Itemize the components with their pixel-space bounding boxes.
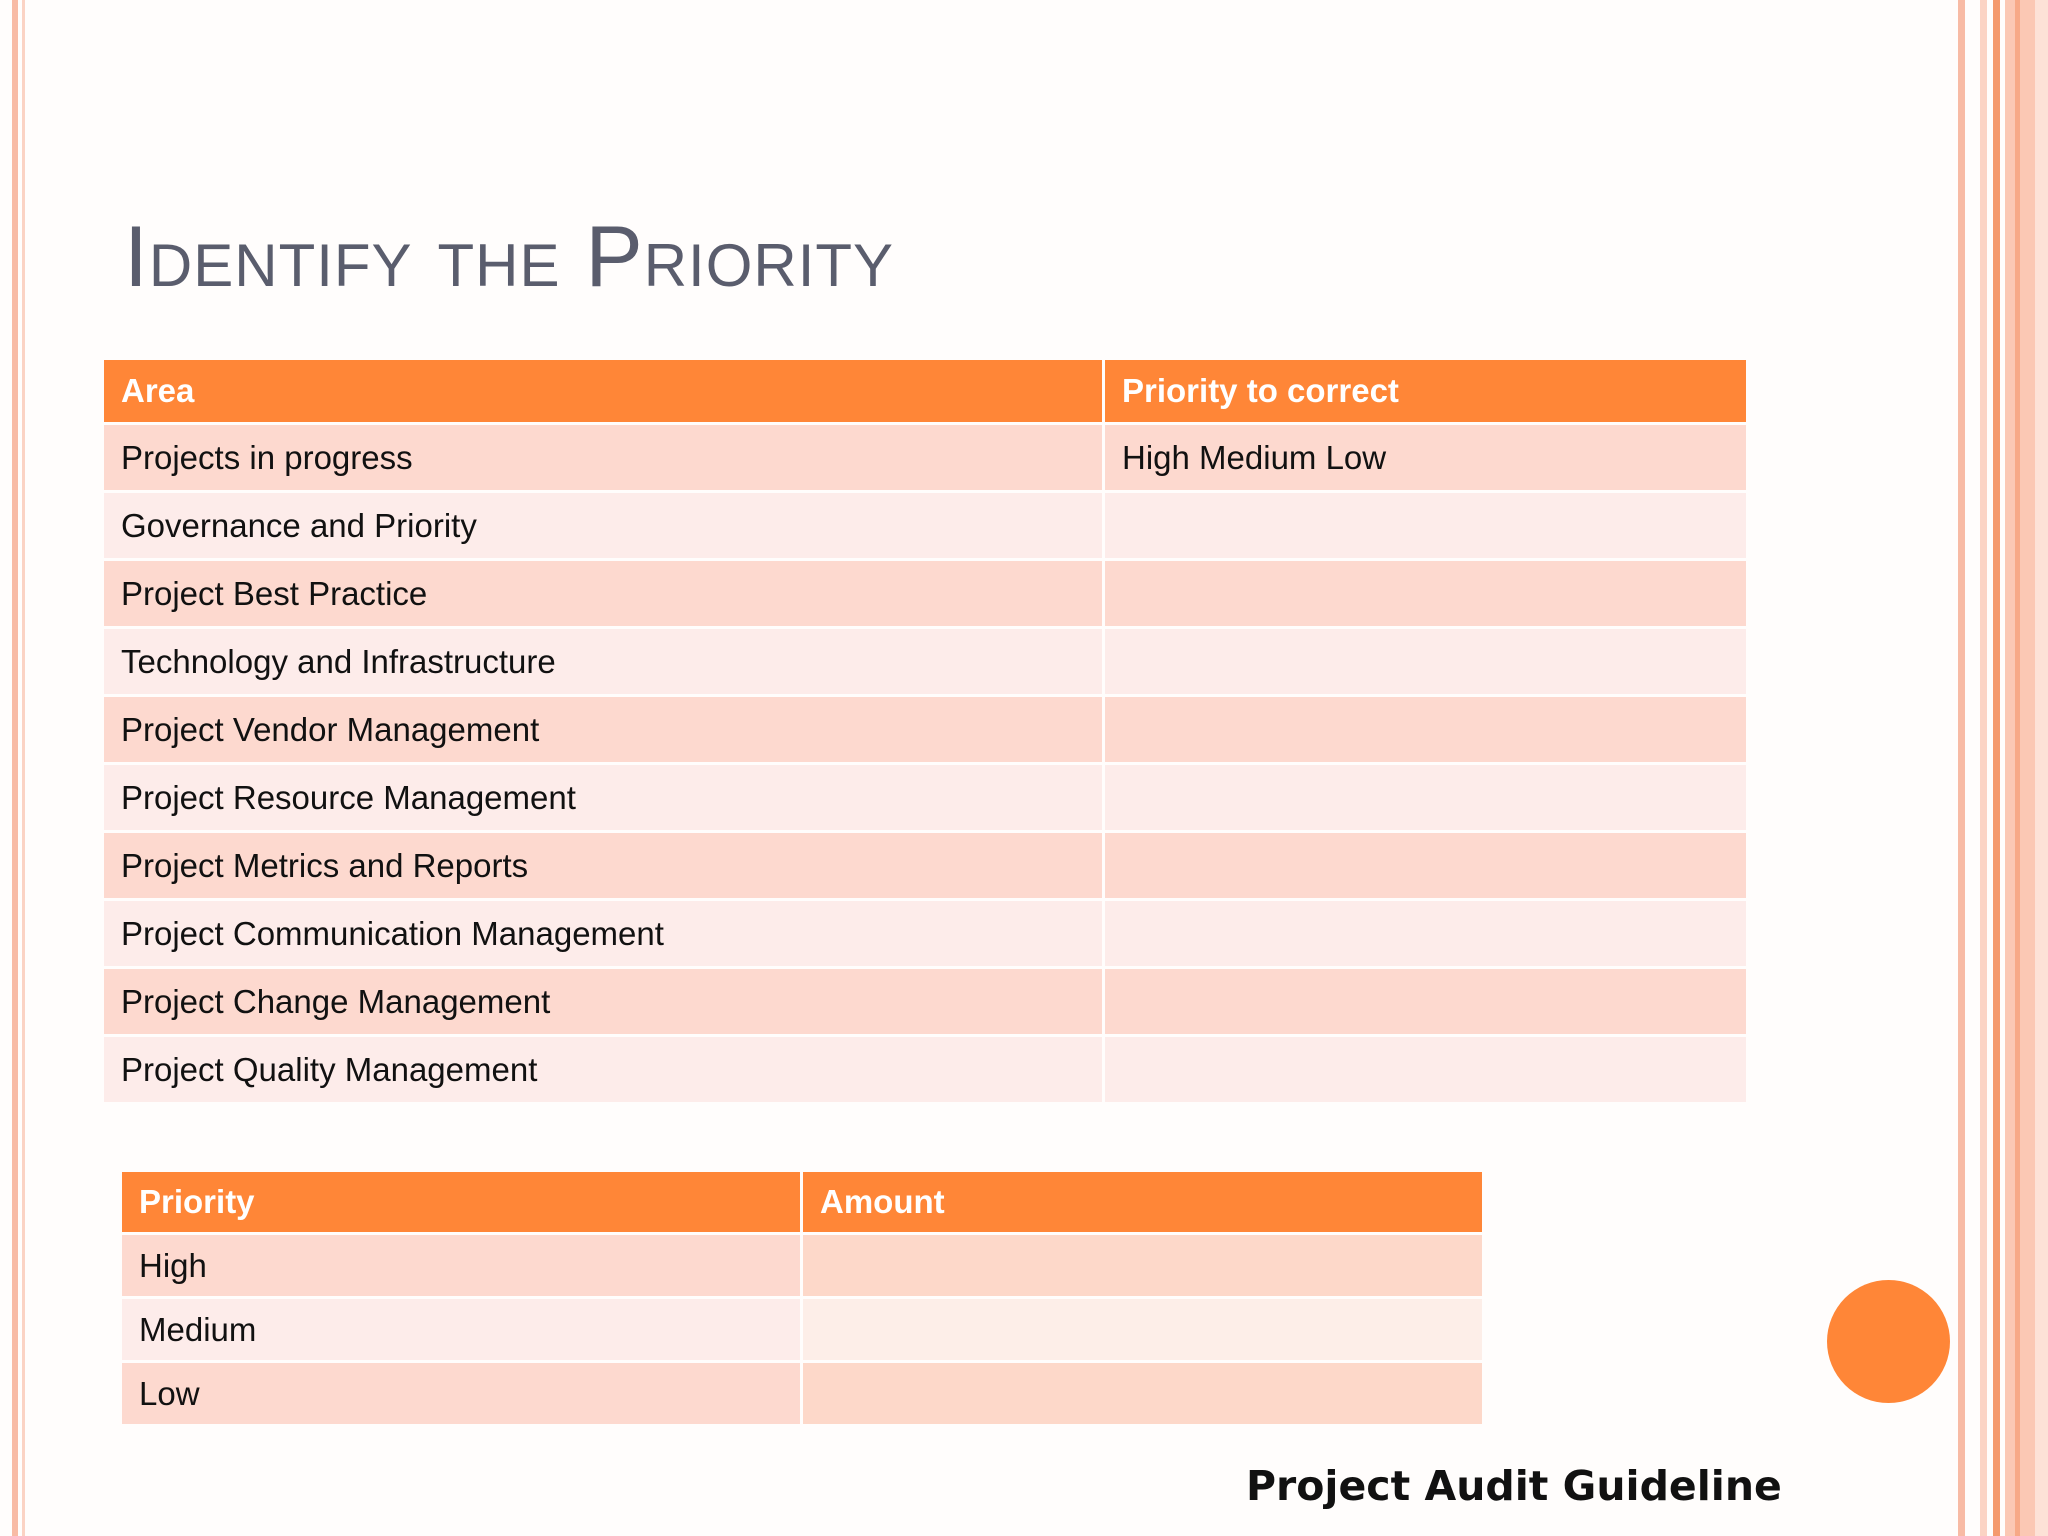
area-cell: Project Change Management [104, 969, 1102, 1034]
area-cell: Project Metrics and Reports [104, 833, 1102, 898]
table-row [104, 833, 1746, 898]
area-cell: Project Quality Management [104, 1037, 1102, 1102]
slide-title: Identify the Priority [124, 209, 895, 305]
left-frame-line-thin [22, 0, 25, 1536]
table-row [104, 493, 1746, 558]
right-frame-edge [2035, 0, 2048, 1536]
right-frame-line-3 [1993, 0, 2000, 1536]
amount-cell[interactable] [803, 1363, 1482, 1424]
table-row [104, 697, 1746, 762]
priority-cell[interactable] [1105, 765, 1746, 830]
table-row [104, 969, 1746, 1034]
table-row [122, 1363, 1482, 1424]
priority-cell[interactable] [1105, 629, 1746, 694]
priority-cell[interactable] [1105, 561, 1746, 626]
amount-cell[interactable] [803, 1235, 1482, 1296]
right-frame-line-2 [1980, 0, 1987, 1536]
area-cell: Project Best Practice [104, 561, 1102, 626]
area-cell: Project Resource Management [104, 765, 1102, 830]
table-row [104, 901, 1746, 966]
header-priority-to-correct: Priority to correct [1105, 360, 1746, 422]
table-row [104, 561, 1746, 626]
table-header-row [122, 1172, 1482, 1232]
priority-cell[interactable] [1105, 1037, 1746, 1102]
table-row [122, 1235, 1482, 1296]
priority-level-cell: Medium [122, 1299, 800, 1360]
table-row [104, 765, 1746, 830]
priority-cell[interactable]: High Medium Low [1105, 425, 1746, 490]
priority-cell[interactable] [1105, 833, 1746, 898]
table-row [104, 629, 1746, 694]
area-cell: Project Vendor Management [104, 697, 1102, 762]
priority-cell[interactable] [1105, 697, 1746, 762]
table-header-row [104, 360, 1746, 422]
right-frame-band [2005, 0, 2035, 1536]
priority-cell[interactable] [1105, 493, 1746, 558]
footer-text: Project Audit Guideline [1246, 1462, 1782, 1510]
table-row [104, 425, 1746, 490]
area-priority-table [101, 357, 1749, 1105]
right-frame-line-1 [1958, 0, 1965, 1536]
area-cell: Governance and Priority [104, 493, 1102, 558]
right-frame-line-4 [2015, 0, 2020, 1536]
priority-level-cell: High [122, 1235, 800, 1296]
table-row [122, 1299, 1482, 1360]
priority-cell[interactable] [1105, 901, 1746, 966]
area-cell: Technology and Infrastructure [104, 629, 1102, 694]
left-frame-line [12, 0, 18, 1536]
amount-cell[interactable] [803, 1299, 1482, 1360]
priority-amount-table [119, 1169, 1485, 1427]
priority-cell[interactable] [1105, 969, 1746, 1034]
header-area: Area [104, 360, 1102, 422]
priority-level-cell: Low [122, 1363, 800, 1424]
table-row [104, 1037, 1746, 1102]
area-cell: Projects in progress [104, 425, 1102, 490]
area-cell: Project Communication Management [104, 901, 1102, 966]
header-amount: Amount [803, 1172, 1482, 1232]
header-priority: Priority [122, 1172, 800, 1232]
orange-circle-decoration [1827, 1280, 1950, 1403]
